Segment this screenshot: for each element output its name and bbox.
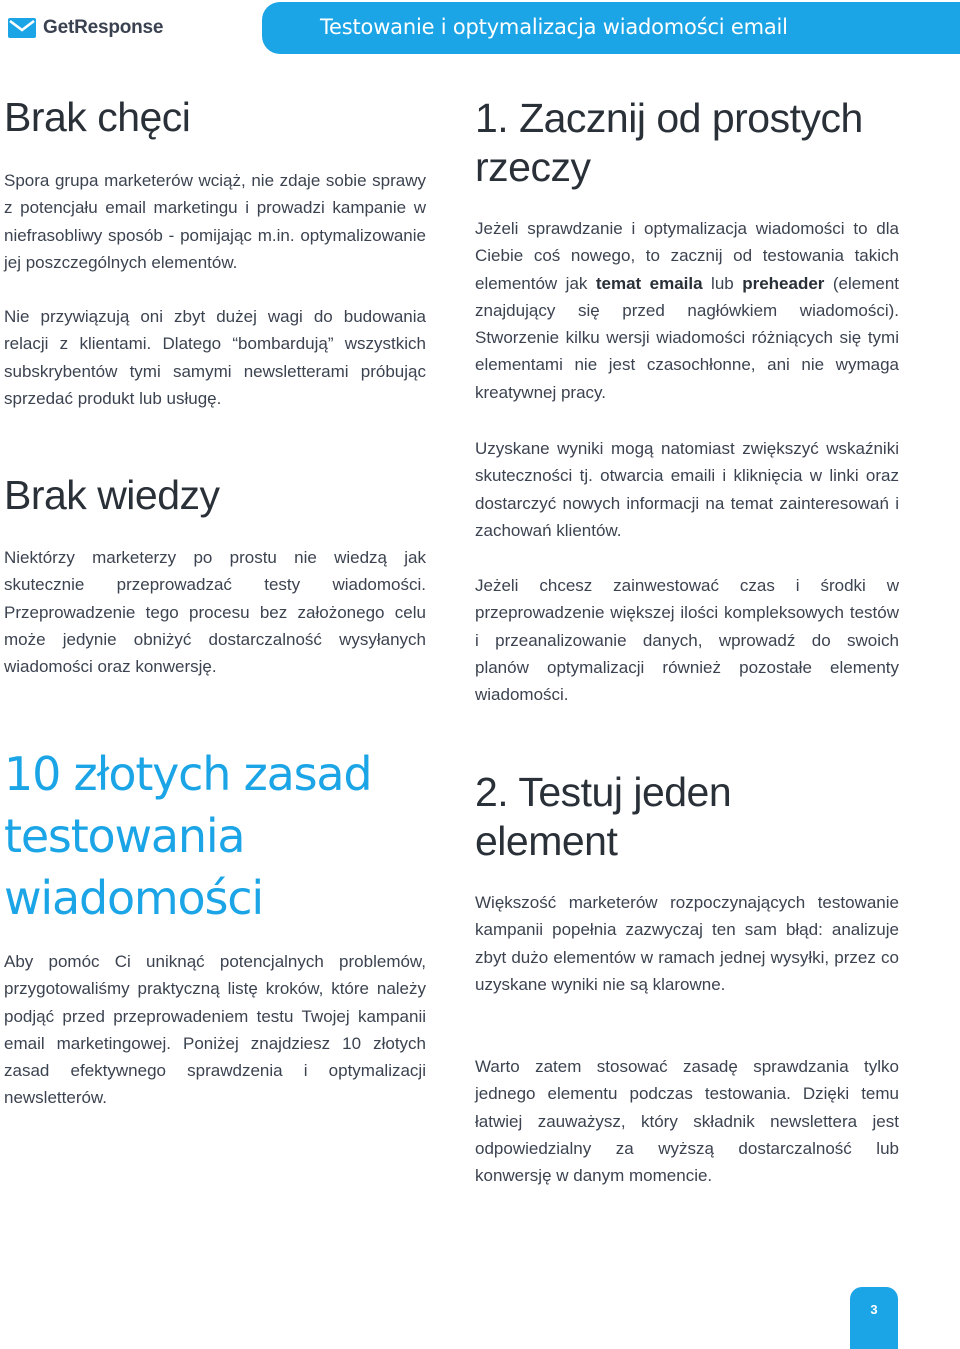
- emphasis-temat-emaila: temat emaila: [595, 273, 703, 293]
- heading-10-zlotych-zasad: 10 złotych zasad testowania wiadomości: [4, 747, 372, 925]
- heading-brak-wiedzy: Brak wiedzy: [4, 472, 220, 518]
- envelope-logo-icon: [7, 17, 37, 39]
- heading-brak-checi: Brak chęci: [4, 94, 191, 140]
- paragraph-zacznij-1: Jeżeli sprawdzanie i optymalizacja wiadomości to dla Ciebie coś nowego, to zacznij od testowania takich elementów jak temat emaila lub preheader (element znajdujący się przed nagłówkiem wiadomości). Stworzenie kilku wersji wiadomości różniących się tymi elementami nie jest czasochłonne, ani nie wymaga kreatywnej pracy.: [475, 219, 900, 402]
- page-number-tab: [850, 1287, 898, 1349]
- getresponse-logo: [7, 15, 163, 41]
- paragraph-zacznij-2: Uzyskane wyniki mogą natomiast zwiększyć wskaźniki skuteczności tj. otwarcia emaili i kliknięcia w linki oraz dostarczyć nowych informacji na temat zainteresowań i zachowań klientów.: [475, 439, 899, 540]
- emphasis-preheader: preheader: [742, 273, 825, 293]
- paragraph-brak-checi-2: Nie przywiązują oni zbyt dużej wagi do budowania relacji z klientami. Dlatego “bombardują” wszystkich subskrybentów tymi samymi newsletterami próbując sprzedać produkt lub usługę.: [4, 307, 426, 408]
- header-band: [262, 2, 960, 54]
- paragraph-testuj-2: Warto zatem stosować zasadę sprawdzania tylko jednego elementu podczas testowania. Dzięki temu łatwiej zauważysz, który składnik newslettera jest odpowiedzialny za wyższą dostarczalność lub konwersję w danym momencie.: [475, 1057, 899, 1186]
- heading-zacznij-od-prostych: 1. Zacznij od prostych rzeczy: [475, 95, 863, 190]
- paragraph-brak-wiedzy: Niektórzy marketerzy po prostu nie wiedzą jak skutecznie przeprowadzać testy wiadomości. Przeprowadzenie tego procesu bez założonego celu może jedynie obniżyć dostarczalność wysyłanych wiadomości oraz konwersję.: [4, 548, 426, 677]
- paragraph-zacznij-3: Jeżeli chcesz zainwestować czas i środki w przeprowadzenie większej ilości kompleksowych testów i przeanalizowanie danych, wprowadź do swoich planów optymalizacji również pozostałe elementy wiadomości.: [475, 576, 899, 705]
- paragraph-10-zasad-intro: Aby pomóc Ci uniknąć potencjalnych problemów, przygotowaliśmy praktyczną listę kroków, które należy podjąć przed przeprowadeniem testu Twojej kampanii email marketingowej. Poniżej znajdziesz 10 złotych zasad efektywnego sprawdzenia i optymalizacji newsletterów.: [4, 952, 426, 1108]
- page-number: 3: [870, 1302, 878, 1317]
- paragraph-brak-checi-1: Spora grupa marketerów wciąż, nie zdaje sobie sprawy z potencjału email marketingu i prowadzi kampanie w niefrasobliwy sposób - pomijając m.in. optymalizowanie jej poszczególnych elementów.: [4, 171, 426, 272]
- heading-testuj-jeden-element: 2. Testuj jeden element: [475, 769, 732, 864]
- logo-text: GetResponse: [43, 17, 164, 38]
- document-title: Testowanie i optymalizacja wiadomości email: [320, 15, 788, 39]
- paragraph-testuj-1: Większość marketerów rozpoczynających testowanie kampanii popełnia zazwyczaj ten sam błąd: analizuje zbyt dużo elementów w ramach jednej wysyłki, przez co uzyskane wyniki nie są klarowne.: [475, 893, 899, 994]
